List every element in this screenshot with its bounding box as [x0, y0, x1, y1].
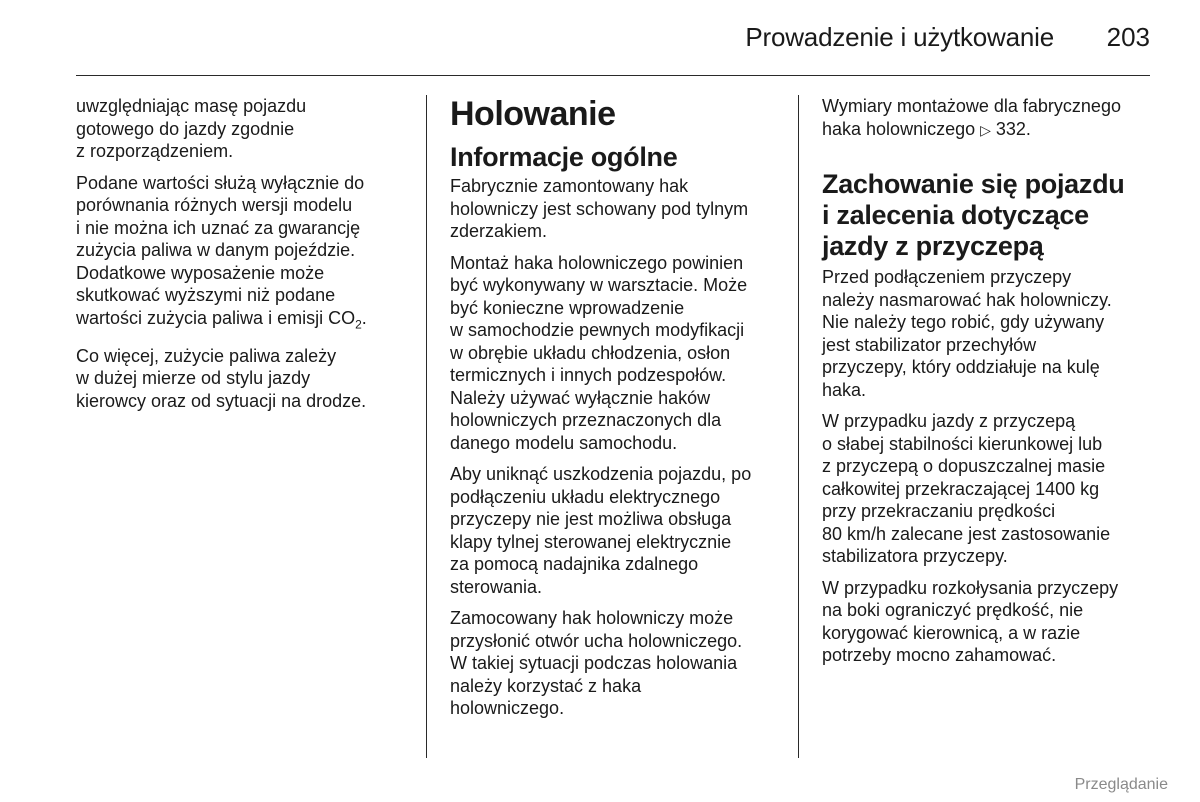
- paragraph: [822, 95, 1152, 141]
- section-heading: Holowanie: [450, 95, 616, 133]
- column-left: [76, 95, 406, 421]
- paragraph: Przed podłączeniem przyczepy należy nasmarować hak holowniczy. Nie należy tego robić, gdy używany jest stabilizator przechyłów przyczepy, który oddziałuje na kulę haka.: [822, 267, 1112, 400]
- column-middle: [450, 95, 785, 729]
- column-divider-right: [798, 95, 799, 758]
- paragraph: Montaż haka holowniczego powinien być wykonywany w warsztacie. Może być konieczne wprowadzenie w samochodzie pewnych modyfikacji w obrębie układu chłodzenia, osłon termicznych i innych podzespołów. Należy używać wyłącznie haków holowniczych przeznaczonych dla danego modelu samochodu.: [450, 252, 748, 453]
- paragraph-text: .: [361, 307, 367, 328]
- subsection-heading: Informacje ogólne: [450, 142, 678, 172]
- paragraph: [76, 172, 406, 336]
- subscript: 2: [355, 317, 362, 332]
- column-right: [822, 95, 1152, 676]
- paragraph: Zamocowany hak holowniczy może przysłonić otwór ucha holowniczego. W takiej sytuacji podczas holowania należy korzystać z haka holowniczego.: [450, 608, 743, 718]
- page-reference-icon: ▷: [980, 121, 991, 138]
- paragraph: Co więcej, zużycie paliwa zależy w dużej mierze od stylu jazdy kierowcy oraz od sytuacji na drodze.: [76, 345, 367, 411]
- header-divider: [76, 75, 1150, 76]
- paragraph-text: Podane wartości służą wyłącznie do porównania różnych wersji modelu i nie można ich uznać za gwarancję zużycia paliwa w danym pojeździe. Dodatkowe wyposażenie może skutkować wyższymi niż podane wartości zużycia paliwa i emisji CO: [76, 172, 365, 328]
- paragraph: W przypadku jazdy z przyczepą o słabej stabilności kierunkowej lub z przyczepą o dopuszczalnej masie całkowitej przekraczającej 1400 kg przy przekraczaniu prędkości 80 km/h zalecane jest zastosowanie stabilizatora przyczepy.: [822, 411, 1111, 566]
- page-reference: 332.: [990, 118, 1031, 139]
- paragraph-text: Wymiary montażowe dla fabrycznego haka holowniczego: [822, 96, 1121, 139]
- watermark: Przeglądanie: [1074, 776, 1168, 793]
- paragraph: Fabrycznie zamontowany hak holowniczy jest schowany pod tylnym zderzakiem.: [450, 176, 749, 241]
- paragraph: uwzględniając masę pojazdu gotowego do jazdy zgodnie z rozporządzeniem.: [76, 96, 307, 161]
- column-divider-left: [426, 95, 427, 758]
- subsection-heading: Zachowanie się pojazdu i zalecenia dotyczące jazdy z przyczepą: [822, 169, 1125, 261]
- page-number: 203: [1106, 22, 1150, 52]
- paragraph: Aby uniknąć uszkodzenia pojazdu, po podłączeniu układu elektrycznego przyczepy nie jest możliwa obsługa klapy tylnej sterowanej elektrycznie za pomocą nadajnika zdalnego sterowania.: [450, 464, 752, 597]
- page-header-title: Prowadzenie i użytkowanie: [745, 22, 1054, 52]
- paragraph: W przypadku rozkołysania przyczepy na boki ograniczyć prędkość, nie korygować kierownicą, a w razie potrzeby mocno zahamować.: [822, 577, 1119, 665]
